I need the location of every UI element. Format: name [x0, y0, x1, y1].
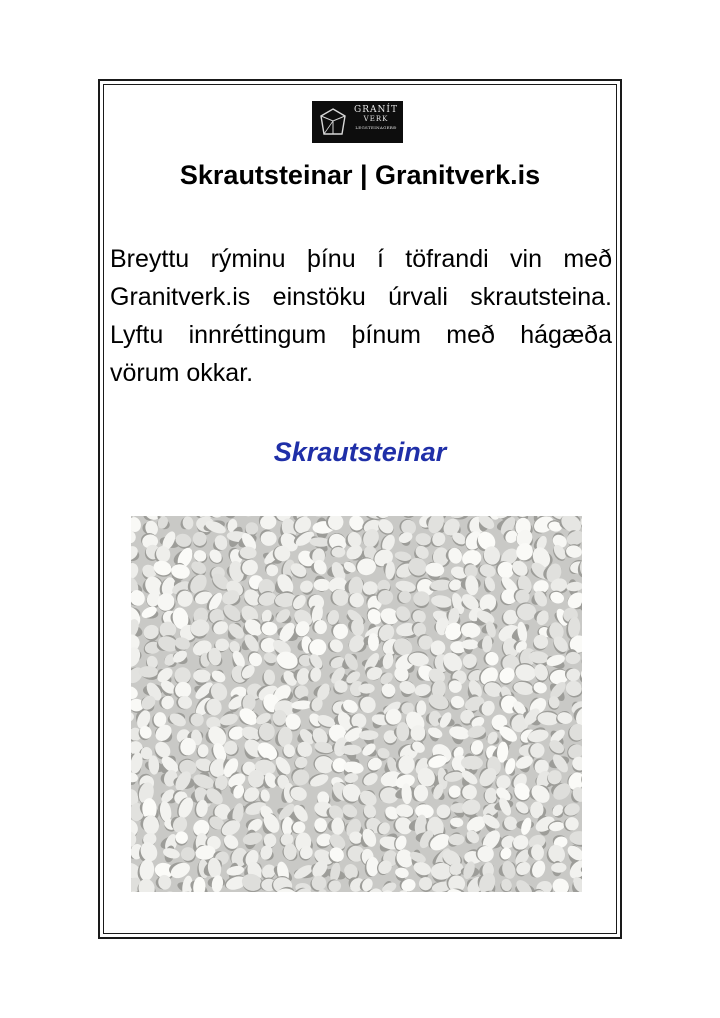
pebble	[257, 527, 277, 547]
pebble	[208, 667, 228, 684]
logo-brand-text: GRANÍT	[354, 105, 398, 115]
pebble	[257, 618, 278, 639]
pebble	[259, 788, 271, 803]
pebble	[307, 516, 330, 520]
pebble	[545, 653, 567, 672]
pebble	[501, 814, 519, 833]
pebble	[514, 663, 537, 683]
pebble	[485, 730, 500, 746]
skrautsteinar-link[interactable]: Skrautsteinar	[273, 437, 447, 467]
pebble	[264, 562, 281, 579]
pebble	[346, 632, 368, 655]
pebble	[178, 516, 194, 531]
pebble	[512, 680, 535, 697]
pebble	[516, 816, 534, 836]
pebble	[307, 771, 330, 789]
pebble	[496, 859, 518, 880]
pebble	[563, 816, 581, 833]
pebble	[417, 876, 434, 892]
pebble	[554, 708, 574, 726]
pebble	[460, 651, 480, 672]
pebble	[476, 635, 496, 653]
logo-brand-subtext: VERK	[363, 115, 389, 123]
pebble	[131, 516, 143, 534]
pebble	[461, 798, 482, 819]
pebble	[292, 862, 315, 881]
pebble	[563, 801, 582, 817]
pebble	[326, 637, 345, 655]
pebble	[426, 725, 444, 742]
pebble	[532, 662, 550, 683]
pebble	[579, 652, 582, 670]
pebble	[513, 877, 535, 892]
pebble	[483, 575, 497, 592]
pebble	[131, 645, 143, 669]
pebble	[158, 889, 180, 892]
pebble	[242, 829, 264, 850]
pebble	[207, 874, 225, 892]
pebble	[262, 669, 276, 686]
pebble	[550, 875, 572, 892]
pebble	[466, 724, 487, 741]
pebble	[131, 543, 141, 563]
pebble	[167, 711, 188, 729]
page-title: Skrautsteinar | Granitverk.is	[179, 160, 541, 190]
pebble	[174, 532, 194, 551]
pebble	[448, 723, 471, 745]
pebble	[262, 651, 279, 668]
pebble	[498, 878, 514, 892]
pebble	[195, 744, 210, 760]
pebble	[274, 606, 293, 625]
pebble	[527, 859, 547, 880]
pebble	[566, 721, 582, 743]
pebble	[499, 846, 514, 861]
pebble	[298, 578, 315, 595]
logo-tagline: LEGSTEINAGERÐ	[355, 125, 397, 130]
pebble	[530, 679, 548, 696]
pebble	[312, 817, 330, 836]
pebble	[534, 609, 552, 628]
pebble	[448, 694, 467, 713]
pebble	[446, 784, 463, 802]
pebble	[221, 516, 242, 520]
pebble	[192, 548, 208, 563]
description-paragraph: Breyttu rýminu þínu í töfrandi vin með Granitverk.is einstöku úrvali skrautsteina. Lyftu innréttingum þínum með hágæða vörum okkar.	[110, 245, 612, 387]
pebble	[481, 649, 501, 668]
pebble	[237, 516, 258, 519]
pebble	[564, 679, 582, 698]
pebble	[360, 770, 380, 789]
pebble	[380, 880, 398, 892]
stone-emblem-icon	[318, 107, 348, 137]
pebble	[514, 799, 531, 816]
pebbles-photo	[131, 516, 582, 892]
pebble	[312, 574, 330, 593]
pebble	[326, 817, 346, 835]
pebble	[437, 710, 455, 729]
white-pebbles-image	[131, 516, 582, 892]
granitverk-logo	[312, 101, 403, 143]
pebble	[429, 530, 447, 548]
